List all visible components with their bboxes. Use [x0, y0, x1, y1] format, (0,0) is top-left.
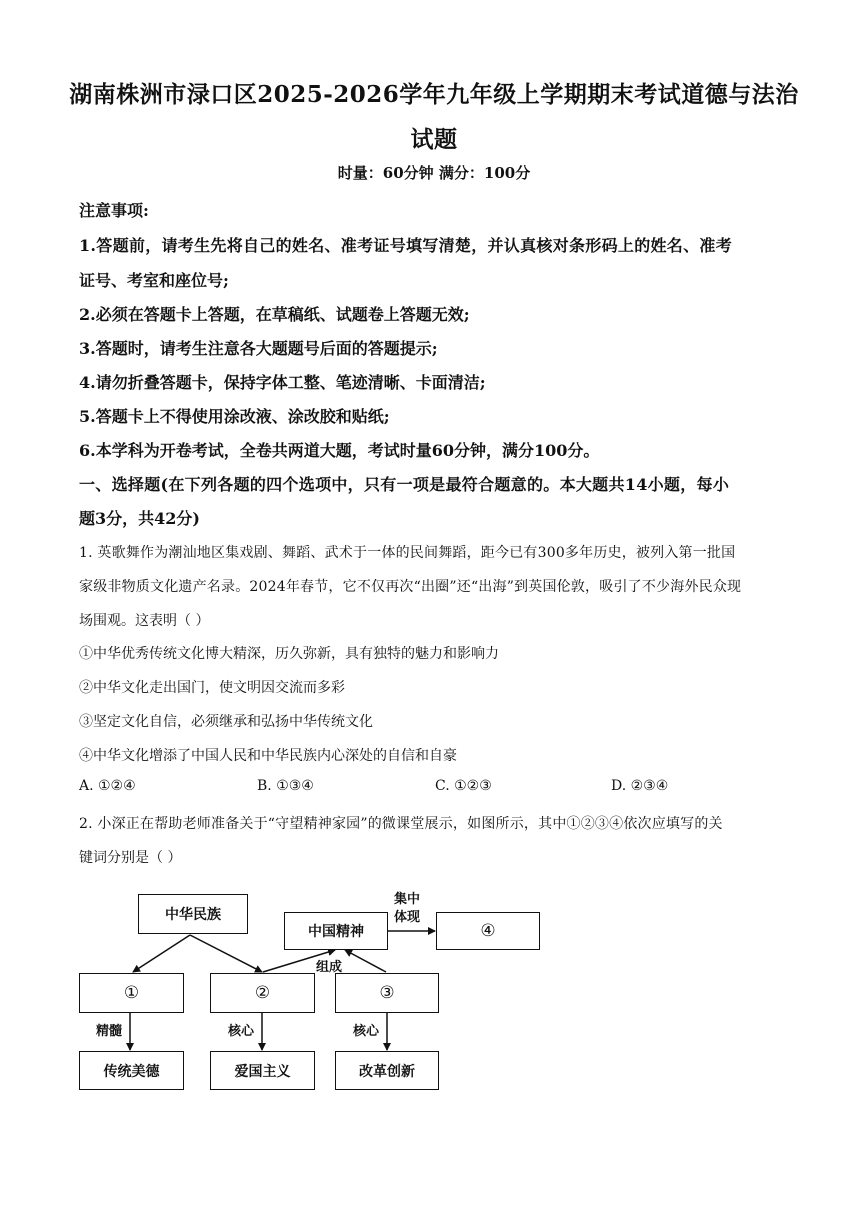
diagram-label-hexin-2: 核心 — [353, 1024, 380, 1039]
diagram-box-virtue: 传统美德 — [79, 1051, 184, 1090]
diagram-label-jizhong: 集中 — [394, 892, 421, 907]
q1-stem-c: 场围观。这表明（ ） — [79, 613, 210, 629]
arrow-3-to-spirit — [345, 950, 386, 972]
q1-option-a: A. ①②④ — [79, 778, 136, 794]
diagram-box-blank-3: ③ — [335, 973, 439, 1013]
diagram-box-reform: 改革创新 — [335, 1051, 439, 1090]
exam-duration-score: 时量：60分钟 满分：100分 — [337, 164, 531, 182]
q1-statement-1: ①中华优秀传统文化博大精深，历久弥新，具有独特的魅力和影响力 — [79, 646, 499, 662]
notice-item-3: 3.答题时，请考生注意各大题题号后面的答题提示; — [79, 339, 438, 358]
diagram-box-blank-1: ① — [79, 973, 184, 1013]
notice-item-4: 4.请勿折叠答题卡，保持字体工整、笔迹清晰、卡面清洁; — [79, 373, 486, 392]
q1-statement-2: ②中华文化走出国门，使文明因交流而多彩 — [79, 680, 345, 696]
section1-heading-a: 一、选择题(在下列各题的四个选项中，只有一项是最符合题意的。本大题共14小题，每小 — [79, 475, 730, 494]
diagram-box-spirit: 中国精神 — [284, 912, 388, 950]
q1-option-b: B. ①③④ — [257, 778, 314, 794]
notice-heading: 注意事项: — [79, 201, 149, 220]
q2-stem-b: 键词分别是（ ） — [79, 850, 182, 866]
notice-item-1a: 1.答题前，请考生先将自己的姓名、准考证号填写清楚，并认真核对条形码上的姓名、准考 — [79, 236, 733, 255]
q1-statement-4: ④中华文化增添了中国人民和中华民族内心深处的自信和自豪 — [79, 748, 457, 764]
diagram-label-hexin-1: 核心 — [228, 1024, 255, 1039]
diagram-box-blank-4: ④ — [436, 912, 540, 950]
title-line-1: 湖南株洲市渌口区2025-2026学年九年级上学期期末考试道德与法治 — [69, 81, 799, 108]
arrow-nation-to-1 — [133, 935, 190, 972]
notice-item-6: 6.本学科为开卷考试，全卷共两道大题，考试时量60分钟，满分100分。 — [79, 441, 600, 460]
q1-option-d: D. ②③④ — [611, 778, 669, 794]
q2-stem-a: 2. 小深正在帮助老师准备关于“守望精神家园”的微课堂展示，如图所示，其中①②③④依次应填写的关 — [79, 816, 723, 832]
notice-item-1b: 证号、考室和座位号; — [79, 271, 229, 290]
diagram-label-zucheng: 组成 — [316, 960, 343, 975]
q1-option-c: C. ①②③ — [435, 778, 492, 794]
q1-stem-a: 1. 英歌舞作为潮汕地区集戏剧、舞蹈、武术于一体的民间舞蹈，距今已有300多年历史，被列入第一批国 — [79, 545, 736, 561]
arrow-nation-to-2 — [190, 935, 262, 972]
notice-item-2: 2.必须在答题卡上答题，在草稿纸、试题卷上答题无效; — [79, 305, 470, 324]
diagram-box-patriot: 爱国主义 — [210, 1051, 315, 1090]
notice-item-5: 5.答题卡上不得使用涂改液、涂改胶和贴纸; — [79, 407, 390, 426]
title-line-2: 试题 — [410, 126, 458, 153]
diagram-box-nation: 中华民族 — [138, 894, 248, 934]
diagram-box-blank-2: ② — [210, 973, 315, 1013]
diagram-label-tixian: 体现 — [394, 910, 421, 925]
q1-statement-3: ③坚定文化自信，必须继承和弘扬中华传统文化 — [79, 714, 373, 730]
q1-stem-b: 家级非物质文化遗产名录。2024年春节，它不仅再次“出圈”还“出海”到英国伦敦，吸引了不少海外民众现 — [79, 579, 742, 595]
section1-heading-b: 题3分，共42分) — [79, 509, 200, 528]
diagram-label-jingsui: 精髓 — [96, 1024, 123, 1039]
